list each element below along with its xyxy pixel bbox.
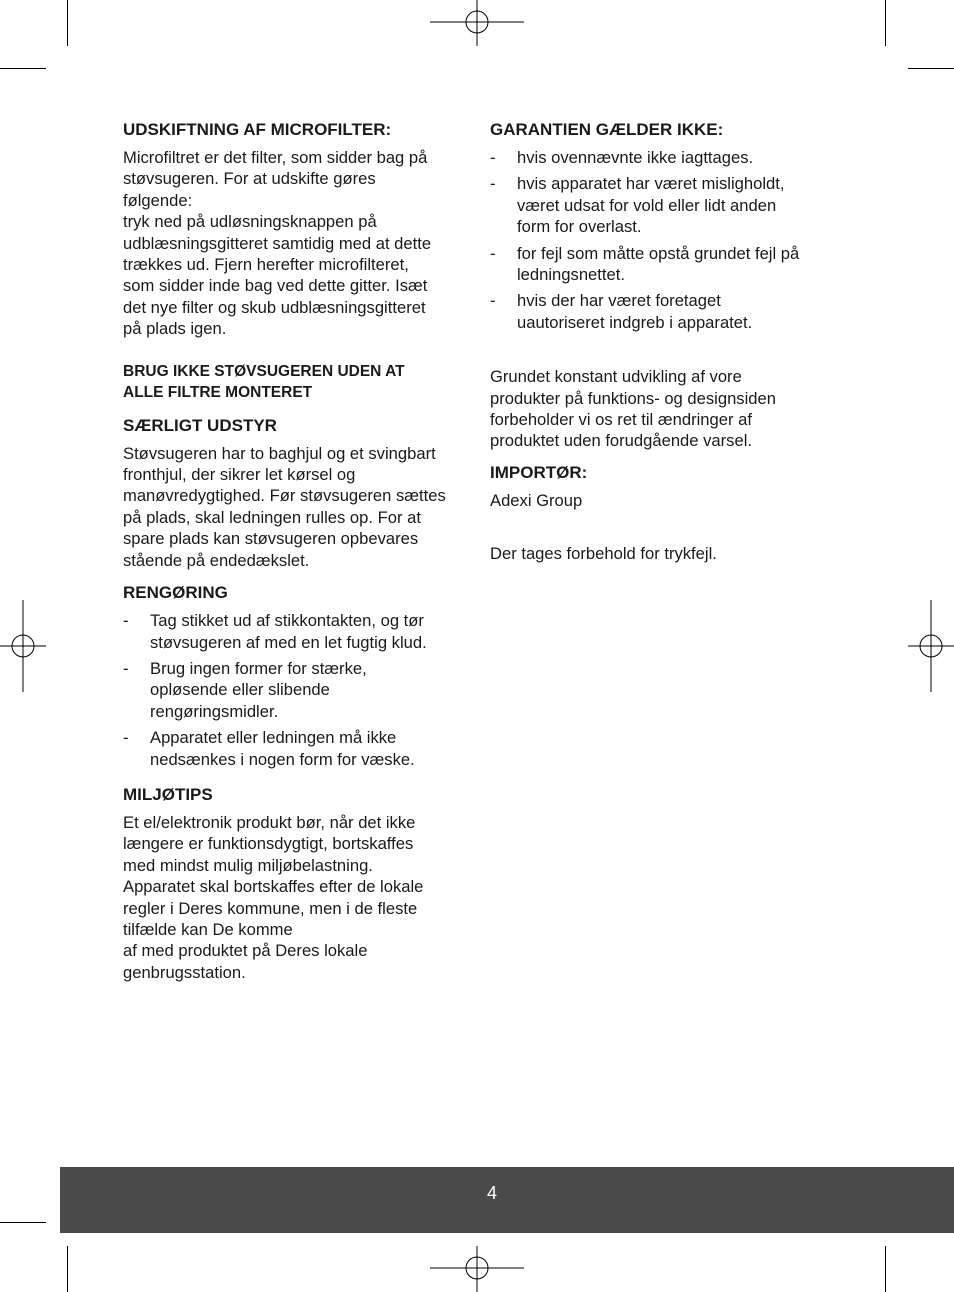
registration-mark-bottom: [430, 1246, 524, 1292]
registration-mark-top: [430, 0, 524, 46]
cleaning-list: [123, 610, 468, 770]
crop-mark-top-left-v: [67, 0, 68, 46]
list-item: - for fejl som måtte opstå grundet fejl på ledningsnettet.: [490, 243, 800, 285]
cleaning-heading: RENGØRING: [123, 583, 228, 603]
warranty-list: [490, 147, 835, 333]
right-column: [490, 119, 835, 565]
left-column: [123, 119, 468, 983]
disclaimer-text: Der tages forbehold for trykfejl.: [490, 544, 717, 564]
list-item: - Apparatet eller ledningen må ikke nedsænkes i nogen form for væske.: [123, 728, 415, 769]
registration-mark-left: [0, 600, 46, 692]
development-text: Grundet konstant udvikling af vore produkter på funktions- og designsiden forbeholder vi os ret til ændringer af produktet uden forudgående varsel.: [490, 367, 776, 451]
special-equipment-text: Støvsugeren har to baghjul og et svingbart fronthjul, der sikrer let kørsel og manøvredygtighed. Før støvsugeren sættes på plads, skal ledningen rulles op. For at spare plads kan støvsugeren opbevares stående på endedækslet.: [123, 443, 446, 570]
crop-mark-top-left-h: [0, 68, 46, 69]
registration-mark-right: [908, 600, 954, 692]
environment-heading: MILJØTIPS: [123, 784, 213, 804]
list-item: - Brug ingen former for stærke, opløsende eller slibende rengøringsmidler.: [123, 658, 367, 721]
list-item: - hvis ovennævnte ikke iagttages.: [490, 148, 754, 167]
microfilter-heading: UDSKIFTNING AF MICROFILTER:: [123, 120, 392, 139]
environment-text: Et el/elektronik produkt bør, når det ikke længere er funktionsdygtigt, bortskaffes med mindst mulig miljøbelastning. Apparatet skal bortskaffes efter de lokale regler i Deres kommune, men i de fleste tilfælde kan De komme af med produktet på Deres lokale genbrugsstation.: [123, 812, 424, 982]
page-number: 4: [486, 1183, 497, 1203]
importer-heading: IMPORTØR:: [490, 462, 588, 482]
importer-name: Adexi Group: [490, 490, 583, 510]
special-equipment-heading: SÆRLIGT UDSTYR: [123, 415, 277, 435]
warranty-heading: GARANTIEN GÆLDER IKKE:: [490, 120, 724, 139]
crop-mark-bottom-left-h: [0, 1222, 46, 1223]
crop-mark-bottom-left-v: [67, 1246, 68, 1292]
list-item: - Tag stikket ud af stikkontakten, og tør støvsugeren af med en let fugtig klud.: [123, 611, 427, 652]
crop-mark-top-right-h: [908, 68, 954, 69]
crop-mark-top-right-v: [885, 0, 886, 46]
microfilter-text: Microfiltret er det filter, som sidder bag på støvsugeren. For at udskifte gøres følgende: tryk ned på udløsningsknappen på udblæsningsgitteret samtidig med at dette trækkes ud. Fjern herefter microfilteret, som sidder inde bag ved dette gitter. Isæt det nye filter og skub udblæsningsgitteret på plads igen.: [123, 148, 432, 339]
crop-mark-bottom-right-v: [885, 1246, 886, 1292]
footer-bar: [60, 1167, 954, 1233]
list-item: - hvis der har været foretaget uautoriseret indgreb i apparatet.: [490, 291, 753, 332]
warning-heading: BRUG IKKE STØVSUGEREN UDEN AT ALLE FILTRE MONTERET: [123, 362, 405, 401]
list-item: - hvis apparatet har været misligholdt, været udsat for vold eller lidt anden form for overlast.: [490, 174, 785, 237]
